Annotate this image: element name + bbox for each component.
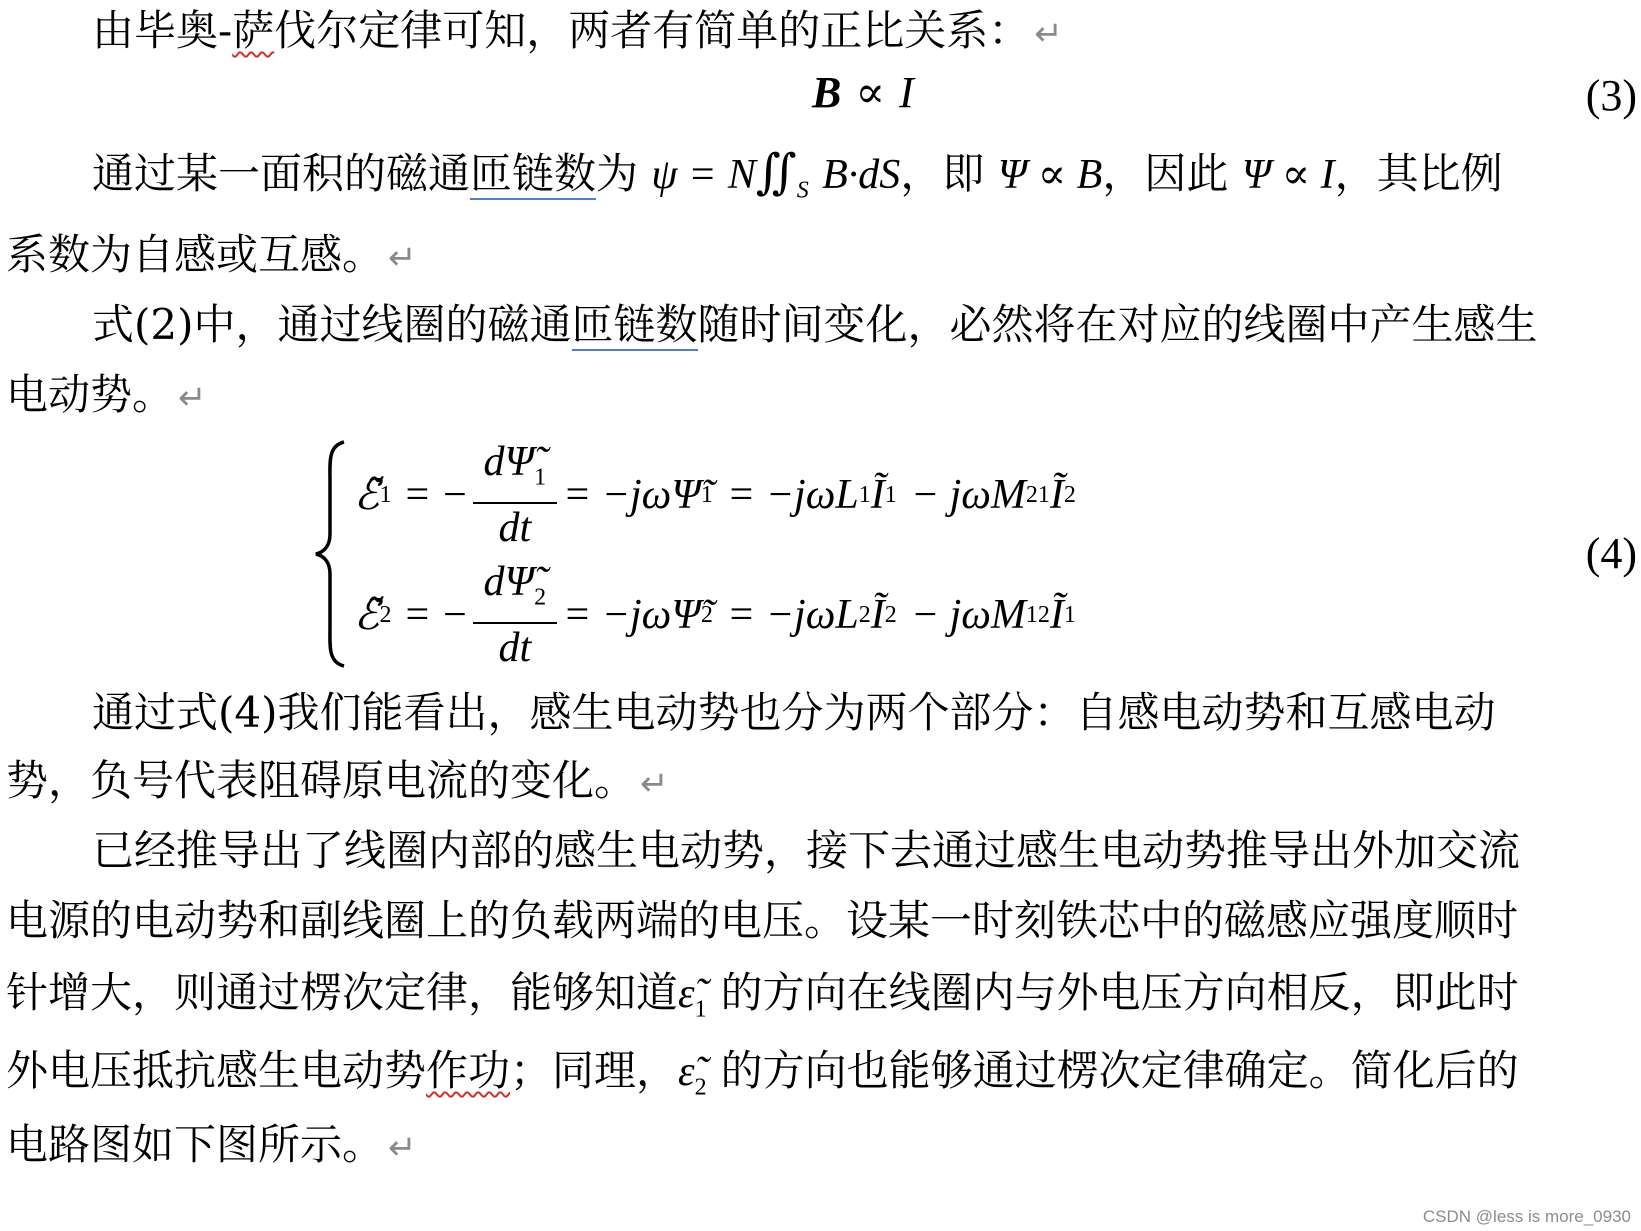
emf-symbol: ε̃: [678, 971, 695, 1017]
relation-psi-b: Ψ ∝ B: [997, 152, 1103, 198]
paragraph-1: [92, 6, 1063, 59]
current-symbol: Ĩ: [870, 472, 885, 518]
equals: =: [405, 472, 430, 518]
paragraph-5-line-2: [6, 896, 1518, 946]
watermark: CSDN @less is more_0930: [1422, 1207, 1631, 1226]
text: ；同理，: [510, 1046, 679, 1095]
return-mark-icon: ↵: [640, 764, 669, 804]
subscript: 2: [858, 601, 871, 628]
text: 电路图如下图所示。: [6, 1120, 385, 1169]
equals: =: [690, 152, 715, 198]
paragraph-5-line-5: [6, 1120, 417, 1173]
subscript: 2: [884, 601, 897, 628]
text: 电动势。: [6, 370, 175, 419]
subscript: 1: [694, 996, 707, 1023]
return-mark-icon: ↵: [388, 1128, 417, 1168]
equation-number-3: (3): [1585, 71, 1637, 120]
text: 伐尔定律可知，两者有简单的正比关系：: [274, 6, 1031, 55]
term-3: = −jωL: [726, 472, 859, 518]
current-symbol: Ĩ: [1049, 592, 1064, 638]
subscript: 1: [884, 481, 897, 508]
current-symbol: Ĩ: [1049, 472, 1064, 518]
text: 势，负号代表阻碍原电流的变化。: [6, 756, 637, 805]
term-4: − jωM: [910, 472, 1026, 518]
symbol-I: I: [899, 68, 914, 117]
equals: =: [405, 592, 430, 638]
equation-row-1: [354, 440, 1076, 550]
text: ，即: [900, 149, 985, 198]
text: 为: [596, 149, 639, 198]
fraction: [473, 558, 557, 671]
equation-number-4: (4): [1585, 529, 1637, 578]
spellcheck-word: 作功: [426, 1046, 511, 1095]
term-3: = −jωL: [726, 592, 859, 638]
subscript: 2: [379, 601, 392, 628]
paragraph-5-line-4: [6, 1046, 1519, 1112]
subscript: 1: [700, 481, 713, 508]
psi-symbol: ψ: [651, 152, 678, 198]
denominator: dt: [498, 624, 532, 671]
text: 电源的电动势和副线圈上的负载两端的电压。设某一时刻铁芯中的磁感应强度顺时: [6, 896, 1519, 945]
equation-row-2: [354, 560, 1076, 670]
paragraph-4-line-1: [92, 688, 1496, 738]
fraction: [473, 438, 557, 551]
emf-symbol: ℰ̃: [354, 473, 380, 519]
text: 随时间变化，必然将在对应的线圈中产生感生: [697, 300, 1538, 349]
proportional-op: ∝: [855, 68, 886, 117]
text: 通过式(4)我们能看出，感生电动势也分为两个部分：自感电动势和互感电动: [92, 688, 1496, 737]
subscript: 1: [1063, 601, 1076, 628]
text: 通过某一面积的磁通: [92, 149, 471, 198]
paragraph-2-line-2: [6, 230, 417, 283]
text: 系数为自感或互感。: [6, 230, 385, 279]
underlined-term: 匝链数: [470, 149, 597, 198]
subscript: 2: [534, 584, 547, 611]
numerator: dΨ̃: [483, 439, 535, 486]
double-integral-icon: ∬: [755, 146, 797, 199]
spellcheck-word: 萨: [232, 6, 275, 55]
subscript: 2: [694, 1074, 707, 1101]
paragraph-5-line-1: [92, 826, 1520, 876]
paragraph-2-line-1: [92, 148, 1503, 215]
minus: −: [443, 472, 467, 518]
numerator: dΨ̃: [483, 559, 535, 606]
subscript: 1: [858, 481, 871, 508]
paragraph-3-line-1: [92, 300, 1538, 350]
term-4: − jωM: [910, 592, 1026, 638]
text: 的方向也能够通过楞次定律确定。简化后的: [720, 1046, 1519, 1095]
subscript: 12: [1025, 601, 1050, 628]
underlined-term: 匝链数: [571, 300, 698, 349]
text: 的方向在线圈内与外电压方向相反，即此时: [720, 968, 1519, 1017]
minus: −: [443, 592, 467, 638]
current-symbol: Ĩ: [870, 592, 885, 638]
subscript: 2: [1063, 481, 1076, 508]
paragraph-4-line-2: [6, 756, 669, 809]
text: ，因此: [1102, 149, 1229, 198]
return-mark-icon: ↵: [178, 378, 207, 418]
surface-subscript: S: [796, 177, 809, 204]
denominator: dt: [498, 504, 532, 551]
integrand: B·dS: [822, 152, 901, 198]
return-mark-icon: ↵: [388, 238, 417, 278]
text: 外电压抵抗感生电动势: [6, 1046, 427, 1095]
subscript: 2: [700, 601, 713, 628]
text: 已经推导出了线圈内部的感生电动势，接下去通过感生电动势推导出外加交流: [92, 826, 1521, 875]
text: 由毕奥-: [92, 6, 233, 55]
equation-3: [812, 68, 914, 118]
equation-4-system: [310, 438, 1310, 670]
emf-symbol: ε̃: [678, 1049, 695, 1095]
relation-psi-i: Ψ ∝ I: [1241, 152, 1335, 198]
paragraph-3-line-2: [6, 370, 207, 423]
text: ，其比例: [1334, 149, 1503, 198]
text: 针增大，则通过楞次定律，能够知道: [6, 968, 679, 1017]
subscript: 1: [379, 481, 392, 508]
return-mark-icon: ↵: [1034, 14, 1063, 54]
term-2: = −jωΨ̃: [562, 472, 701, 518]
subscript: 21: [1025, 481, 1050, 508]
emf-symbol: ℰ̃: [354, 593, 380, 639]
term-2: = −jωΨ̃: [562, 592, 701, 638]
subscript: 1: [534, 464, 547, 491]
symbol-B: B: [812, 68, 842, 117]
n-symbol: N: [727, 152, 756, 198]
left-brace-icon: [310, 438, 350, 670]
text: 式(2)中，通过线圈的磁通: [92, 300, 572, 349]
paragraph-5-line-3: [6, 968, 1519, 1034]
